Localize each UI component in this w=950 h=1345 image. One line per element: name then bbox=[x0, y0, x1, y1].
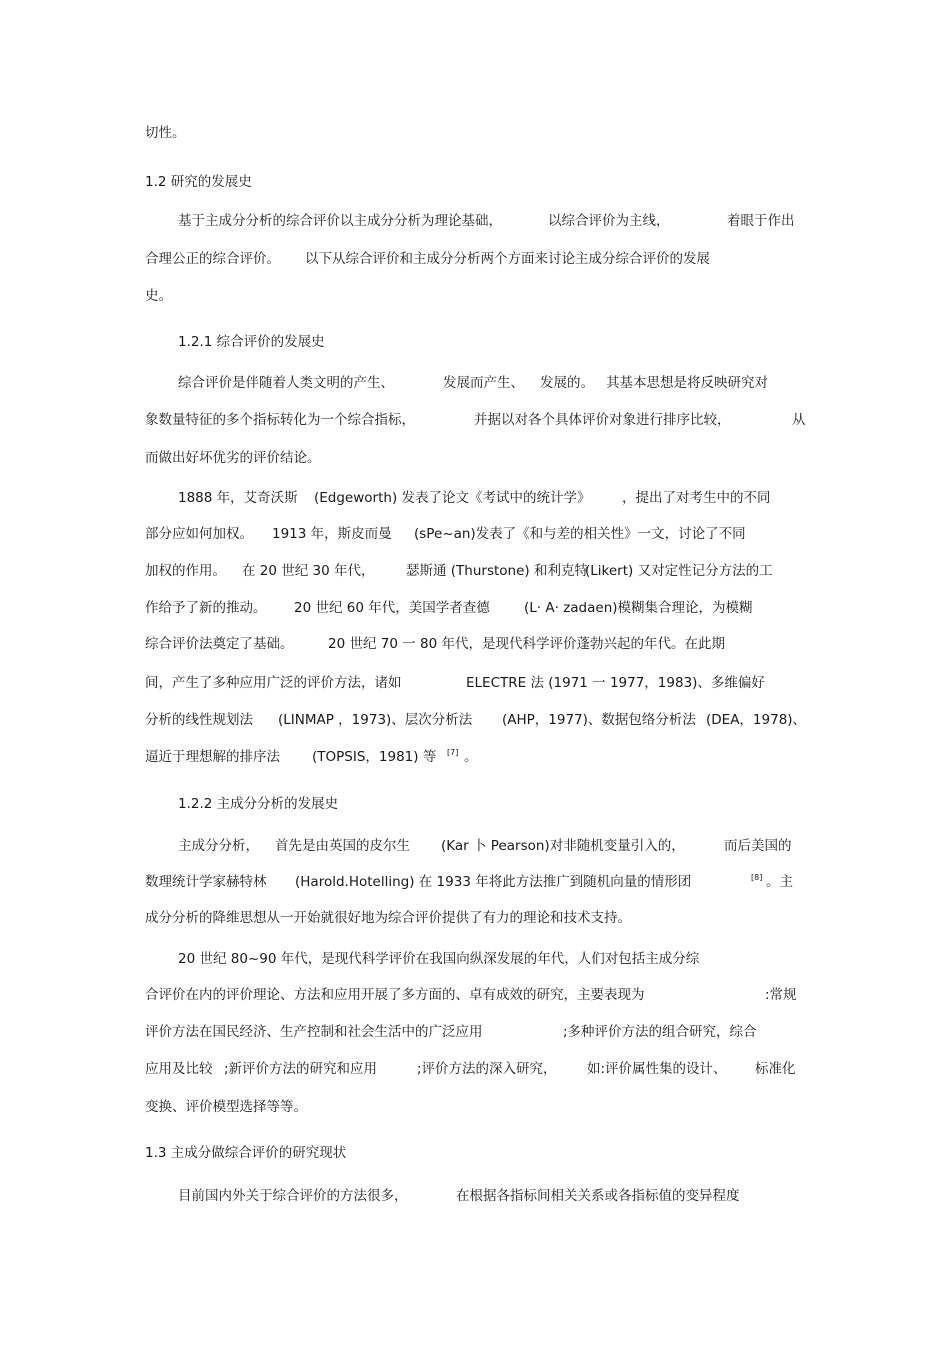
text-segment: 加权的作用。 bbox=[145, 563, 226, 579]
text-segment: 发展而产生、 bbox=[443, 375, 524, 391]
text-segment: 间，产生了多种应用广泛的评价方法，诸如 bbox=[145, 675, 402, 691]
text-line bbox=[0, 748, 950, 768]
text-segment: 发展的。 bbox=[540, 375, 594, 391]
text-segment: 1913 年，斯皮而曼 bbox=[272, 526, 392, 542]
text-segment: 。主 bbox=[766, 874, 793, 890]
text-segment: (TOPSIS，1981) 等 bbox=[312, 749, 437, 765]
text-segment: 1.2.1 综合评价的发展史 bbox=[178, 334, 325, 350]
text-segment: 1.3 主成分做综合评价的研究现状 bbox=[145, 1145, 347, 1161]
text-segment: 部分应如何加权。 bbox=[145, 526, 253, 542]
text-segment: 标准化 bbox=[755, 1061, 796, 1077]
text-segment: (L· A· zadaen)模糊集合理论，为模糊 bbox=[524, 600, 753, 616]
text-segment: 合评价在内的评价理论、方法和应用开展了多方面的、卓有成效的研究，主要表现为 bbox=[145, 987, 645, 1003]
text-segment: (DEA，1978)、 bbox=[706, 712, 807, 728]
text-segment: 成分分析的降维思想从一开始就很好地为综合评价提供了有力的理论和技术支持。 bbox=[145, 910, 631, 926]
text-segment: 20 世纪 70 一 80 年代，是现代科学评价蓬勃兴起的年代。在此期 bbox=[328, 636, 725, 652]
text-segment: 如:评价属性集的设计、 bbox=[587, 1061, 727, 1077]
text-segment: ;多种评价方法的组合研究，综合 bbox=[563, 1024, 757, 1040]
text-segment: 首先是由英国的皮尔生 bbox=[275, 838, 410, 854]
text-segment: 在根据各指标间相关关系或各指标值的变异程度 bbox=[456, 1188, 740, 1204]
text-segment: ELECTRE 法 (1971 一 1977，1983)、多维偏好 bbox=[466, 675, 765, 691]
text-segment: ;新评价方法的研究和应用 bbox=[224, 1061, 378, 1077]
text-segment: 合理公正的综合评价。 bbox=[145, 251, 280, 267]
text-segment: 变换、评价模型选择等等。 bbox=[145, 1099, 307, 1115]
text-segment: ，提出了对考生中的不同 bbox=[622, 490, 771, 506]
text-segment: 以下从综合评价和主成分分析两个方面来讨论主成分综合评价的发展 bbox=[305, 251, 710, 267]
citation-ref: [8] bbox=[751, 873, 763, 882]
text-segment: 而做出好坏优劣的评价结论。 bbox=[145, 450, 321, 466]
text-segment: 。 bbox=[464, 749, 478, 765]
text-segment: 综合评价法奠定了基础。 bbox=[145, 636, 294, 652]
text-segment: 1.2 研究的发展史 bbox=[145, 174, 252, 190]
text-segment: 应用及比较 bbox=[145, 1061, 213, 1077]
text-segment: :常规 bbox=[765, 987, 797, 1003]
text-segment: 评价方法在国民经济、生产控制和社会生活中的广泛应用 bbox=[145, 1024, 483, 1040]
text-segment: 着眼于作出 bbox=[727, 213, 795, 229]
text-segment: 20 世纪 60 年代，美国学者查德 bbox=[294, 600, 490, 616]
text-segment: (Harold.Hotelling) 在 1933 年将此方法推广到随机向量的情形团 bbox=[295, 874, 692, 890]
text-segment: 逼近于理想解的排序法 bbox=[145, 749, 280, 765]
text-segment: 综合评价是伴随着人类文明的产生、 bbox=[178, 375, 394, 391]
text-segment: 而后美国的 bbox=[724, 838, 792, 854]
text-segment: 其基本思想是将反映研究对 bbox=[606, 375, 768, 391]
text-segment: 1888 年，艾奇沃斯 bbox=[178, 490, 298, 506]
text-segment: 分析的线性规划法 bbox=[145, 712, 253, 728]
text-line bbox=[0, 873, 950, 893]
text-segment: 目前国内外关于综合评价的方法很多， bbox=[178, 1188, 408, 1204]
text-segment: (Kar 卜 Pearson)对非随机变量引入的， bbox=[441, 838, 685, 854]
text-segment: 20 世纪 80~90 年代，是现代科学评价在我国向纵深发展的年代，人们对包括主成分综 bbox=[178, 951, 700, 967]
text-segment: (AHP，1977)、数据包络分析法 bbox=[502, 712, 696, 728]
text-segment: 象数量特征的多个指标转化为一个综合指标， bbox=[145, 412, 415, 428]
text-segment: (LINMAP ，1973)、层次分析法 bbox=[278, 712, 473, 728]
text-segment: 数理统计学家赫特林 bbox=[145, 874, 267, 890]
text-segment: 基于主成分分析的综合评价以主成分分析为理论基础， bbox=[178, 213, 502, 229]
text-segment: 瑟斯通 (Thurstone) 和利克特 bbox=[406, 563, 588, 579]
text-segment: 作给予了新的推动。 bbox=[145, 600, 267, 616]
text-segment: 1.2.2 主成分分析的发展史 bbox=[178, 796, 339, 812]
text-segment: 以综合评价为主线， bbox=[548, 213, 670, 229]
text-segment: ;评价方法的深入研究， bbox=[417, 1061, 557, 1077]
citation-ref: [7] bbox=[447, 748, 459, 757]
text-segment: (Edgeworth) 发表了论文《考试中的统计学》 bbox=[314, 490, 591, 506]
text-segment: (sPe~an)发表了《和与差的相关性》一文，讨论了不同 bbox=[414, 526, 746, 542]
text-segment: 并据以对各个具体评价对象进行排序比较， bbox=[474, 412, 731, 428]
text-segment: 切性。 bbox=[145, 125, 186, 141]
text-segment: 在 20 世纪 30 年代， bbox=[242, 563, 375, 579]
text-segment: 从 bbox=[792, 412, 806, 428]
text-segment: 史。 bbox=[145, 288, 172, 304]
text-segment: (Likert) 又对定性记分方法的工 bbox=[585, 563, 773, 579]
text-segment: 主成分分析， bbox=[178, 838, 259, 854]
